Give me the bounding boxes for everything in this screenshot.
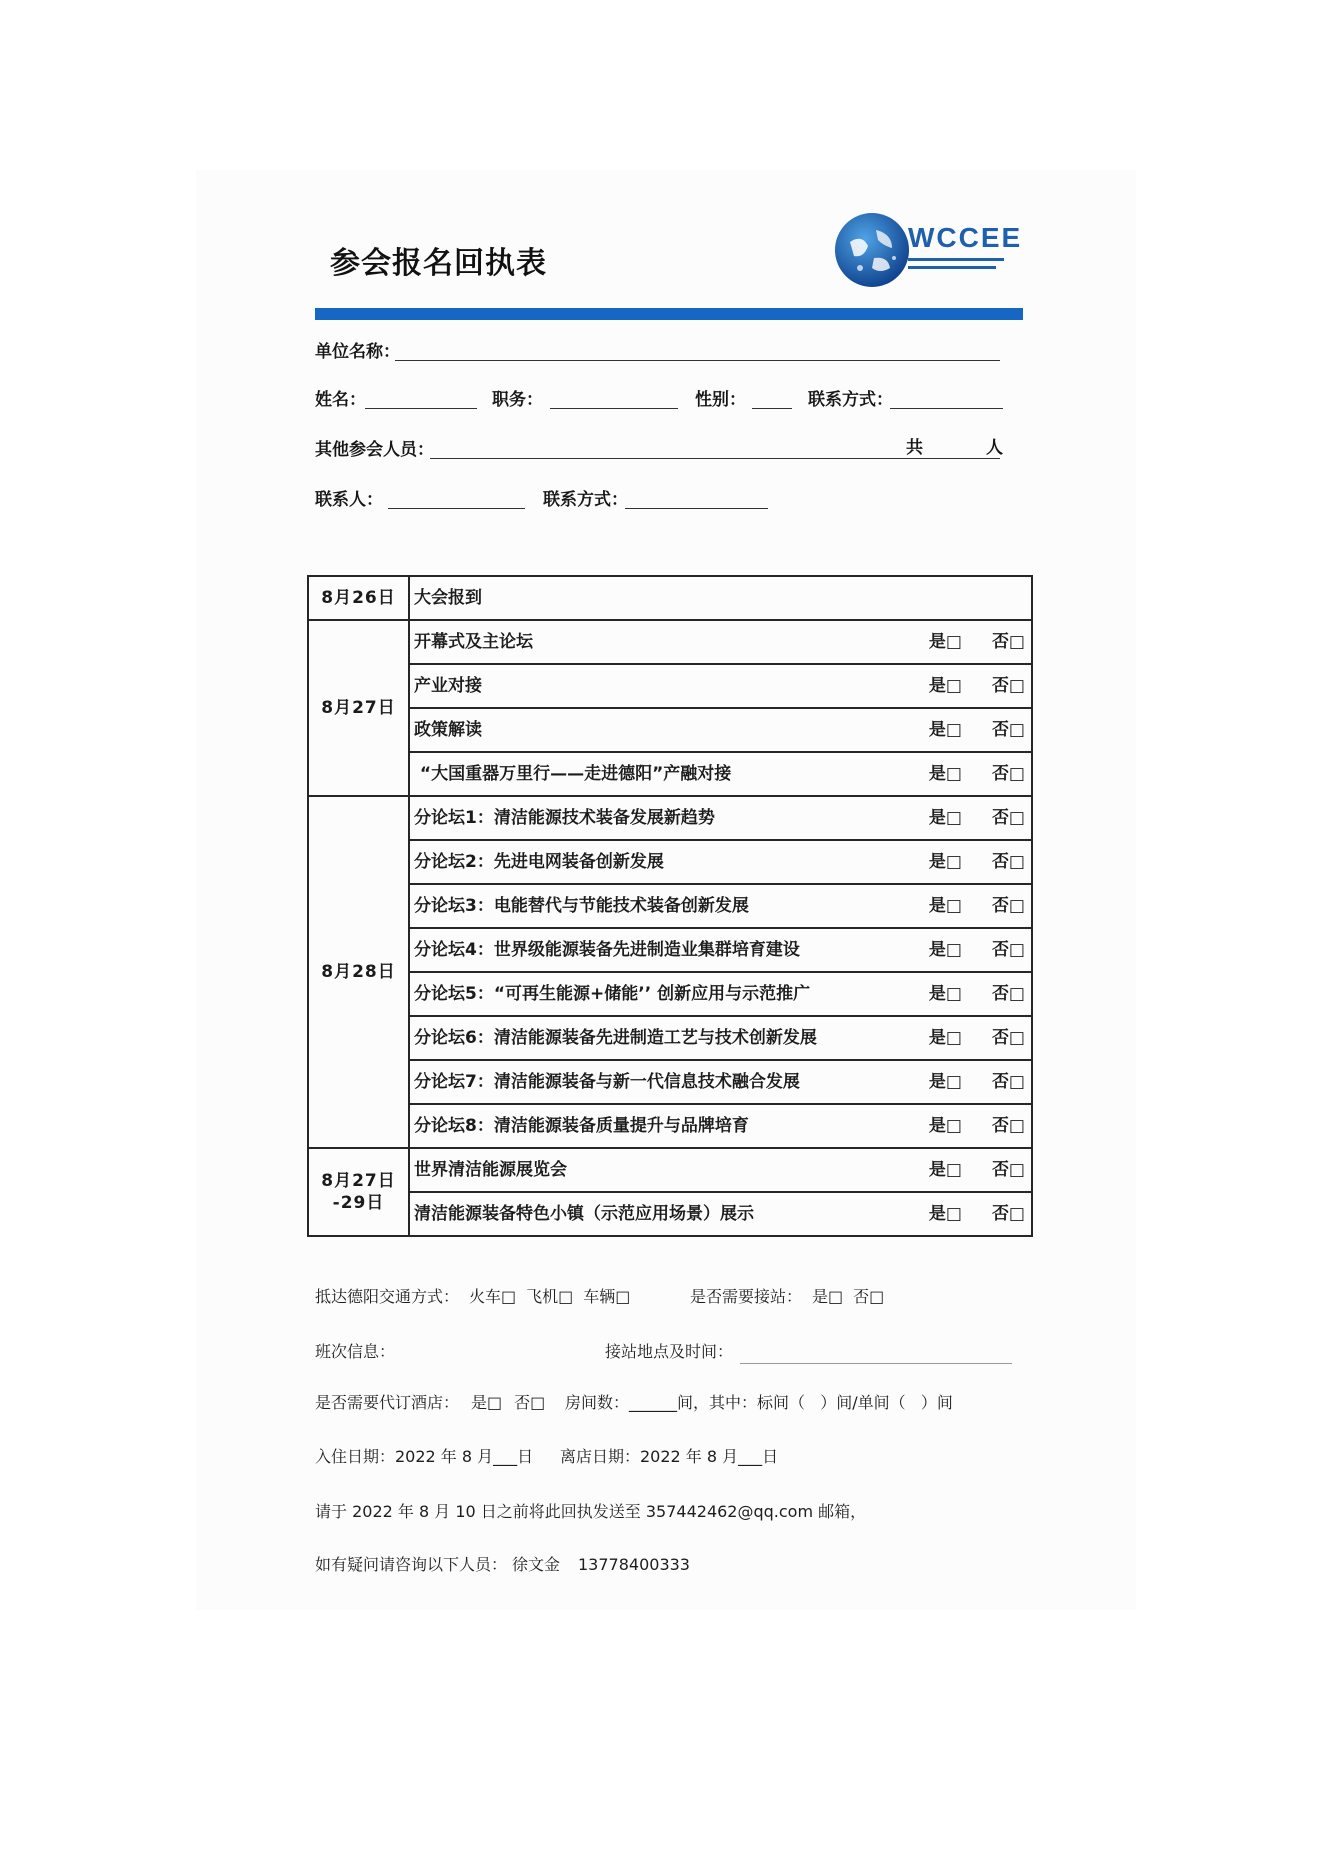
inquiry-contact-phone: 13778400333 (578, 1555, 690, 1574)
attend-no-checkbox[interactable]: 否□ (991, 852, 1025, 872)
schedule-item-cell (409, 1104, 1032, 1148)
schedule-item-cell (409, 1016, 1032, 1060)
schedule-item-cell (409, 1148, 1032, 1192)
schedule-item-label: 分论坛5：“可再生能源+储能’’ 创新应用与示范推广 (414, 984, 811, 1004)
schedule-item-cell (409, 1060, 1032, 1104)
phone-field[interactable] (890, 408, 1003, 409)
position-field[interactable] (550, 408, 678, 409)
pickup-yes-option[interactable]: 是□ (812, 1287, 844, 1306)
schedule-item-label: 分论坛6：清洁能源装备先进制造工艺与技术创新发展 (414, 1028, 817, 1048)
phone-label: 联系方式： (808, 390, 893, 410)
schedule-item-cell (409, 752, 1032, 796)
schedule-item-cell (409, 796, 1032, 840)
train-info-label: 班次信息： (315, 1342, 396, 1361)
schedule-row (308, 1060, 1032, 1104)
attendance-choices (929, 851, 1025, 873)
checkin-date[interactable]: 入住日期：2022 年 8 月___日 (315, 1447, 534, 1466)
schedule-item-label: 分论坛3：电能替代与节能技术装备创新发展 (414, 896, 749, 916)
transport-label: 抵达德阳交通方式： (315, 1287, 460, 1306)
contact-person-label: 联系人： (315, 490, 383, 510)
attend-yes-checkbox[interactable]: 是□ (928, 720, 962, 740)
schedule-item-label: 清洁能源装备特色小镇（示范应用场景）展示 (414, 1204, 754, 1224)
gender-label: 性别： (695, 390, 746, 410)
schedule-item-label: “大国重器万里行——走进德阳”产融对接 (414, 764, 732, 784)
hotel-row (315, 1392, 545, 1414)
total-prefix: 共 (906, 438, 923, 458)
schedule-date: 8月26日 (321, 588, 396, 608)
attend-no-checkbox[interactable]: 否□ (991, 1072, 1025, 1092)
attend-no-checkbox[interactable]: 否□ (991, 676, 1025, 696)
schedule-row (308, 752, 1032, 796)
unit-name-label: 单位名称： (315, 342, 400, 362)
schedule-body (308, 576, 1032, 1236)
attend-yes-checkbox[interactable]: 是□ (928, 1116, 962, 1136)
schedule-date-cell (308, 1148, 409, 1236)
contact-phone-field[interactable] (625, 508, 768, 509)
attend-no-checkbox[interactable]: 否□ (991, 1028, 1025, 1048)
attendance-choices (929, 719, 1025, 741)
schedule-date: -29日 (332, 1193, 385, 1213)
hotel-no-option[interactable]: 否□ (514, 1393, 546, 1412)
schedule-item (410, 1193, 1031, 1235)
total-suffix: 人 (986, 438, 1003, 458)
attendance-choices (929, 675, 1025, 697)
header-accent-bar (315, 308, 1023, 320)
schedule-item-label: 开幕式及主论坛 (414, 632, 533, 652)
other-attendees-label: 其他参会人员： (315, 440, 434, 460)
schedule-item-cell (409, 928, 1032, 972)
attendance-choices (929, 1071, 1025, 1093)
attend-yes-checkbox[interactable]: 是□ (928, 676, 962, 696)
position-label: 职务： (492, 390, 543, 410)
pickup-place-field[interactable] (740, 1363, 1012, 1364)
schedule-item-label: 世界清洁能源展览会 (414, 1160, 567, 1180)
logo-subtitle-decoration (908, 266, 996, 269)
schedule-item (410, 929, 1031, 971)
unit-name-field[interactable] (395, 360, 1000, 361)
attend-no-checkbox[interactable]: 否□ (991, 1204, 1025, 1224)
schedule-item-label: 分论坛8：清洁能源装备质量提升与品牌培育 (414, 1116, 749, 1136)
contact-person-field[interactable] (388, 508, 525, 509)
schedule-date: 8月27日 (321, 698, 396, 718)
page-title: 参会报名回执表 (330, 246, 547, 281)
transport-row (315, 1286, 630, 1308)
schedule-row (308, 840, 1032, 884)
attend-no-checkbox[interactable]: 否□ (991, 632, 1025, 652)
attend-yes-checkbox[interactable]: 是□ (928, 1072, 962, 1092)
logo-subtitle-decoration (908, 258, 1004, 261)
wccee-logo-text: WCCEE (908, 222, 1023, 253)
schedule-item (410, 577, 1031, 619)
schedule-row (308, 576, 1032, 620)
inquiry-label: 如有疑问请咨询以下人员： (315, 1555, 508, 1574)
attend-no-checkbox[interactable]: 否□ (991, 940, 1025, 960)
attend-no-checkbox[interactable]: 否□ (991, 984, 1025, 1004)
schedule-table (307, 575, 1033, 1237)
schedule-row (308, 884, 1032, 928)
inquiry-contact-name: 徐文金 (512, 1555, 561, 1574)
attend-no-checkbox[interactable]: 否□ (991, 720, 1025, 740)
attend-no-checkbox[interactable]: 否□ (991, 808, 1025, 828)
attend-no-checkbox[interactable]: 否□ (991, 764, 1025, 784)
attend-yes-checkbox[interactable]: 是□ (928, 1160, 962, 1180)
schedule-item (410, 841, 1031, 883)
schedule-row (308, 972, 1032, 1016)
car-option[interactable]: 车辆□ (583, 1287, 631, 1306)
gender-field[interactable] (752, 408, 792, 409)
schedule-row (308, 1192, 1032, 1236)
schedule-row (308, 796, 1032, 840)
schedule-item (410, 797, 1031, 839)
attend-yes-checkbox[interactable]: 是□ (928, 940, 962, 960)
room-count-text[interactable]: 房间数：______间，其中：标间（ ）间/单间（ ）间 (565, 1393, 953, 1412)
schedule-item-cell (409, 1192, 1032, 1236)
schedule-item-cell (409, 664, 1032, 708)
schedule-item (410, 1017, 1031, 1059)
schedule-item (410, 1149, 1031, 1191)
pickup-label: 是否需要接站： (690, 1287, 803, 1306)
name-label: 姓名： (315, 390, 366, 410)
attend-yes-checkbox[interactable]: 是□ (928, 632, 962, 652)
schedule-item-cell (409, 620, 1032, 664)
schedule-item (410, 1105, 1031, 1147)
schedule-item (410, 973, 1031, 1015)
attend-yes-checkbox[interactable]: 是□ (928, 1204, 962, 1224)
schedule-item-label: 分论坛7：清洁能源装备与新一代信息技术融合发展 (414, 1072, 800, 1092)
schedule-date-cell (308, 620, 409, 796)
schedule-item (410, 753, 1031, 795)
schedule-item-label: 政策解读 (414, 720, 482, 740)
schedule-date: 8月27日 (321, 1171, 396, 1191)
schedule-item (410, 1061, 1031, 1103)
attendance-choices (929, 895, 1025, 917)
pickup-place-label: 接站地点及时间： (605, 1342, 734, 1361)
schedule-item-cell (409, 576, 1032, 620)
schedule-item-label: 分论坛1：清洁能源技术装备发展新趋势 (414, 808, 715, 828)
attendance-choices (929, 1203, 1025, 1225)
attend-no-checkbox[interactable]: 否□ (991, 1160, 1025, 1180)
train-option[interactable]: 火车□ (469, 1287, 517, 1306)
schedule-item-label: 产业对接 (414, 676, 482, 696)
schedule-item (410, 885, 1031, 927)
schedule-row (308, 620, 1032, 664)
plane-option[interactable]: 飞机□ (526, 1287, 574, 1306)
pickup-row (690, 1286, 884, 1308)
attend-yes-checkbox[interactable]: 是□ (928, 764, 962, 784)
checkout-date[interactable]: 离店日期：2022 年 8 月___日 (560, 1447, 779, 1466)
schedule-item (410, 665, 1031, 707)
name-field[interactable] (365, 408, 477, 409)
wccee-globe-icon (834, 212, 910, 288)
attendance-choices (929, 807, 1025, 829)
schedule-item-cell (409, 708, 1032, 752)
attendance-choices (929, 983, 1025, 1005)
attend-yes-checkbox[interactable]: 是□ (928, 808, 962, 828)
attendance-choices (929, 939, 1025, 961)
schedule-date-cell (308, 796, 409, 1148)
schedule-item (410, 621, 1031, 663)
schedule-row (308, 664, 1032, 708)
schedule-item-label: 大会报到 (414, 588, 482, 608)
attend-no-checkbox[interactable]: 否□ (991, 896, 1025, 916)
attend-yes-checkbox[interactable]: 是□ (928, 984, 962, 1004)
submit-instruction: 请于 2022 年 8 月 10 日之前将此回执发送至 357442462@qq.com 邮箱， (315, 1502, 867, 1521)
schedule-item-label: 分论坛4：世界级能源装备先进制造业集群培育建设 (414, 940, 800, 960)
attendance-choices (929, 1027, 1025, 1049)
attend-yes-checkbox[interactable]: 是□ (928, 1028, 962, 1048)
schedule-item-cell (409, 840, 1032, 884)
schedule-item (410, 709, 1031, 751)
attendance-choices (929, 1115, 1025, 1137)
schedule-item-cell (409, 972, 1032, 1016)
attend-no-checkbox[interactable]: 否□ (991, 1116, 1025, 1136)
schedule-row (308, 1104, 1032, 1148)
attend-yes-checkbox[interactable]: 是□ (928, 896, 962, 916)
schedule-date-cell (308, 576, 409, 620)
hotel-label: 是否需要代订酒店： (315, 1393, 460, 1412)
attendance-choices (929, 631, 1025, 653)
schedule-row (308, 708, 1032, 752)
hotel-yes-option[interactable]: 是□ (471, 1393, 503, 1412)
attendance-choices (929, 763, 1025, 785)
schedule-item-cell (409, 884, 1032, 928)
contact-phone-label: 联系方式： (543, 490, 628, 510)
schedule-row (308, 928, 1032, 972)
schedule-row (308, 1148, 1032, 1192)
schedule-date: 8月28日 (321, 962, 396, 982)
schedule-item-label: 分论坛2：先进电网装备创新发展 (414, 852, 664, 872)
attendance-choices (929, 1159, 1025, 1181)
pickup-no-option[interactable]: 否□ (853, 1287, 885, 1306)
schedule-row (308, 1016, 1032, 1060)
attend-yes-checkbox[interactable]: 是□ (928, 852, 962, 872)
